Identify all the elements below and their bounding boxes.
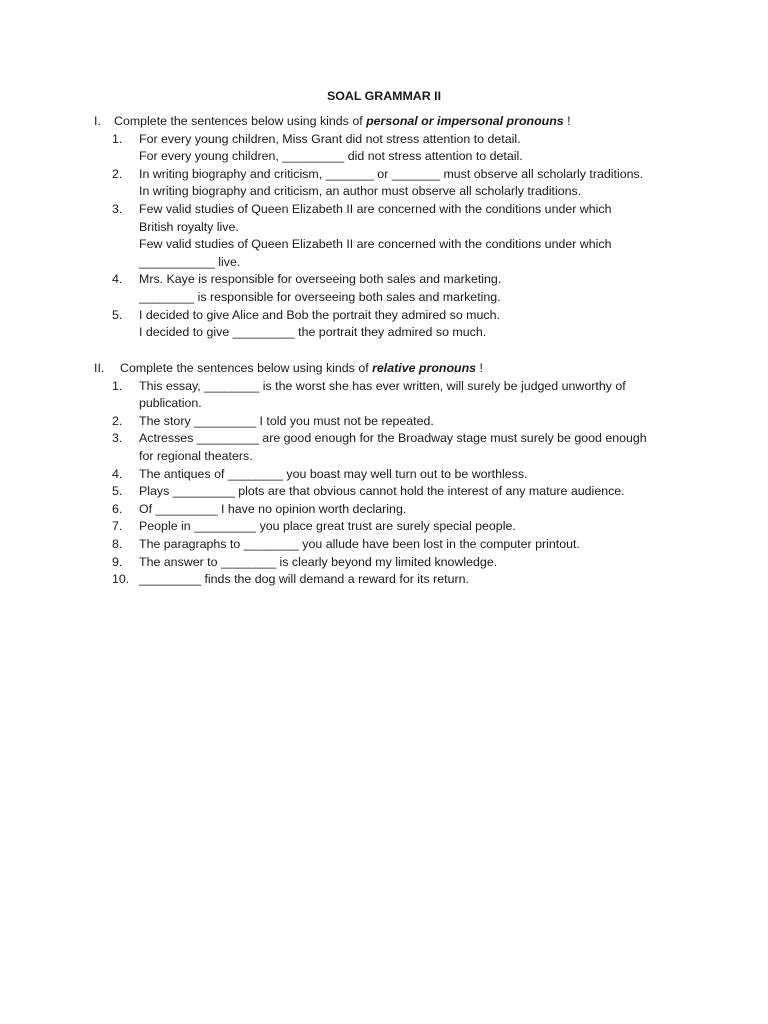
item-line: I decided to give _________ the portrait they admired so much.	[139, 325, 487, 340]
item-line: Actresses _________ are good enough for the Broadway stage must surely be good enough	[139, 431, 647, 446]
item-number: 5.	[112, 484, 123, 499]
item-text	[139, 536, 694, 554]
item-line: The paragraphs to ________ you allude have been lost in the computer printout.	[139, 536, 580, 551]
item-line: British royalty live.	[139, 219, 239, 234]
list-item	[112, 483, 694, 501]
item-number: 2.	[112, 413, 123, 428]
section-numeral: I.	[94, 114, 101, 128]
list-item	[112, 307, 694, 342]
item-line: People in _________ you place great trust are surely special people.	[139, 519, 516, 534]
item-number: 8.	[112, 536, 123, 551]
item-line: In writing biography and criticism, an author must observe all scholarly traditions.	[139, 184, 582, 199]
item-text	[139, 131, 694, 166]
section-heading	[94, 113, 694, 131]
exercise-list	[94, 131, 694, 342]
item-line: for regional theaters.	[139, 448, 253, 463]
item-text	[139, 378, 694, 413]
item-number: 7.	[112, 519, 123, 534]
item-line: The story _________ I told you must not be repeated.	[139, 413, 434, 428]
list-item	[112, 271, 694, 306]
item-number: 6.	[112, 501, 123, 516]
item-number: 3.	[112, 431, 123, 446]
item-text	[139, 571, 694, 589]
section-relative-pronouns	[94, 360, 694, 589]
item-number: 1.	[112, 378, 123, 393]
document-title: SOAL GRAMMAR II	[326, 89, 442, 103]
item-line: Few valid studies of Queen Elizabeth II are concerned with the conditions under which	[139, 237, 612, 252]
item-text	[139, 518, 694, 536]
section-instruction: Complete the sentences below using kinds of relative pronouns !	[120, 361, 483, 375]
item-line: The antiques of ________ you boast may well turn out to be worthless.	[139, 466, 528, 481]
item-line: Mrs. Kaye is responsible for overseeing both sales and marketing.	[139, 272, 502, 287]
section-instruction: Complete the sentences below using kinds of personal or impersonal pronouns !	[114, 114, 571, 128]
list-item	[112, 518, 694, 536]
item-line: For every young children, Miss Grant did not stress attention to detail.	[139, 131, 521, 146]
list-item	[112, 413, 694, 431]
section-heading	[94, 360, 694, 378]
item-line: Few valid studies of Queen Elizabeth II are concerned with the conditions under which	[139, 201, 612, 216]
section-personal-pronouns	[94, 113, 694, 342]
item-number: 5.	[112, 307, 123, 322]
item-line: This essay, ________ is the worst she has ever written, will surely be judged unworthy of	[139, 378, 626, 393]
section-numeral: II.	[94, 361, 105, 375]
item-text	[139, 554, 694, 572]
item-line: For every young children, _________ did not stress attention to detail.	[139, 149, 523, 164]
item-number: 4.	[112, 272, 123, 287]
item-text	[139, 413, 694, 431]
item-text	[139, 483, 694, 501]
item-text	[139, 307, 694, 342]
item-number: 4.	[112, 466, 123, 481]
item-line: In writing biography and criticism, _______ or _______ must observe all scholarly traditions.	[139, 166, 644, 181]
item-line: ___________ live.	[139, 254, 241, 269]
item-line: publication.	[139, 396, 202, 411]
list-item	[112, 430, 694, 465]
item-line: ________ is responsible for overseeing both sales and marketing.	[139, 289, 501, 304]
item-line: _________ finds the dog will demand a reward for its return.	[139, 572, 469, 587]
item-number: 3.	[112, 201, 123, 216]
item-line: The answer to ________ is clearly beyond my limited knowledge.	[139, 554, 498, 569]
list-item	[112, 378, 694, 413]
list-item	[112, 501, 694, 519]
list-item	[112, 571, 694, 589]
item-text	[139, 501, 694, 519]
item-number: 2.	[112, 166, 123, 181]
list-item	[112, 201, 694, 271]
list-item	[112, 131, 694, 166]
item-number: 10.	[112, 572, 130, 587]
list-item	[112, 166, 694, 201]
list-item	[112, 554, 694, 572]
item-text	[139, 201, 694, 271]
list-item	[112, 536, 694, 554]
item-number: 9.	[112, 554, 123, 569]
item-text	[139, 271, 694, 306]
item-number: 1.	[112, 131, 123, 146]
item-text	[139, 166, 694, 201]
item-text	[139, 430, 694, 465]
list-item	[112, 466, 694, 484]
exercise-list	[94, 378, 694, 589]
item-text	[139, 466, 694, 484]
item-line: Of _________ I have no opinion worth declaring.	[139, 501, 407, 516]
item-line: Plays _________ plots are that obvious cannot hold the interest of any mature audience.	[139, 484, 625, 499]
item-line: I decided to give Alice and Bob the portrait they admired so much.	[139, 307, 500, 322]
